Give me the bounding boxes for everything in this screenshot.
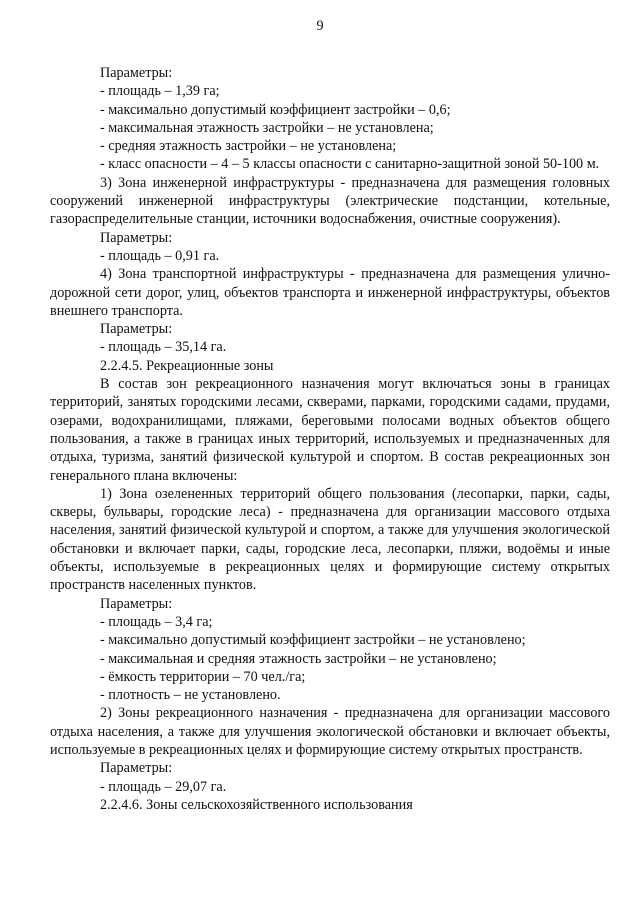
- paragraph: Параметры:: [100, 760, 173, 777]
- paragraph: Параметры:: [100, 595, 173, 612]
- paragraph: 3) Зона инженерной инфраструктуры - предназначена для размещения головных сооружений инженерной инфраструктуры (электрические подстанции, котельные, газораспределительные станции, источники водоснабжения, очистные сооружения).: [50, 174, 610, 228]
- paragraph: 4) Зона транспортной инфраструктуры - предназначена для размещения улично-дорожной сети дорог, улиц, объектов транспорта и инженерной инфраструктуры, объектов внешнего транспорта.: [50, 266, 610, 319]
- page-number: 9: [316, 18, 324, 34]
- paragraph: - класс опасности – 4 – 5 классы опасности с санитарно-защитной зоной 50-100 м.: [100, 156, 600, 173]
- paragraph: 1) Зона озелененных территорий общего пользования (лесопарки, парки, сады, скверы, бульвары, городские леса) - предназначена для организации массового отдыха населения, занятий физической культурой и спортом, а также для улучшения экологической обстановки и включает парки, сады, городские леса, лесопарки, пляжи, водоёмы и иные объекты, используемые в рекреационных целях и формирующие систему открытых пространств населенных пунктов.: [50, 485, 610, 594]
- paragraph: Параметры:: [100, 229, 173, 246]
- paragraph: - ёмкость территории – 70 чел./га;: [100, 668, 306, 685]
- paragraph: 2.2.4.5. Рекреационные зоны: [100, 357, 274, 374]
- paragraph: Параметры:: [100, 65, 173, 81]
- paragraph: - площадь – 0,91 га.: [100, 247, 220, 264]
- paragraph: - площадь – 29,07 га.: [100, 778, 227, 795]
- paragraph: - максимальная этажность застройки – не установлена;: [100, 119, 434, 136]
- paragraph: - максимально допустимый коэффициент застройки – не установлено;: [100, 632, 526, 649]
- paragraph: - средняя этажность застройки – не установлена;: [100, 138, 397, 155]
- paragraph: - плотность – не установлено.: [100, 687, 281, 704]
- paragraph: Параметры:: [100, 321, 173, 338]
- paragraph: - площадь – 1,39 га;: [100, 83, 220, 100]
- paragraph: 2) Зоны рекреационного назначения - предназначена для организации массового отдыха населения, а также для улучшения экологической обстановки и включает объекты, используемые в рекреационных целях и формирующие систему открытых пространств.: [50, 705, 610, 758]
- paragraph: - максимально допустимый коэффициент застройки – 0,6;: [100, 101, 451, 118]
- paragraph: 2.2.4.6. Зоны сельскохозяйственного использования: [100, 796, 413, 813]
- document-body: [50, 64, 610, 814]
- paragraph: - максимальная и средняя этажность застройки – не установлено;: [100, 650, 497, 667]
- paragraph: - площадь – 3,4 га;: [100, 613, 213, 630]
- paragraph: В состав зон рекреационного назначения могут включаться зоны в границах территорий, занятых городскими лесами, скверами, парками, городскими садами, прудами, озерами, водохранилищами, пляжами, береговыми полосами водных объектов общего пользования, а также в границах иных территорий, используемых и предназначенных для отдыха, туризма, занятий физической культурой и спортом. В состав рекреационных зон генерального плана включены:: [50, 376, 610, 484]
- paragraph: - площадь – 35,14 га.: [100, 339, 227, 356]
